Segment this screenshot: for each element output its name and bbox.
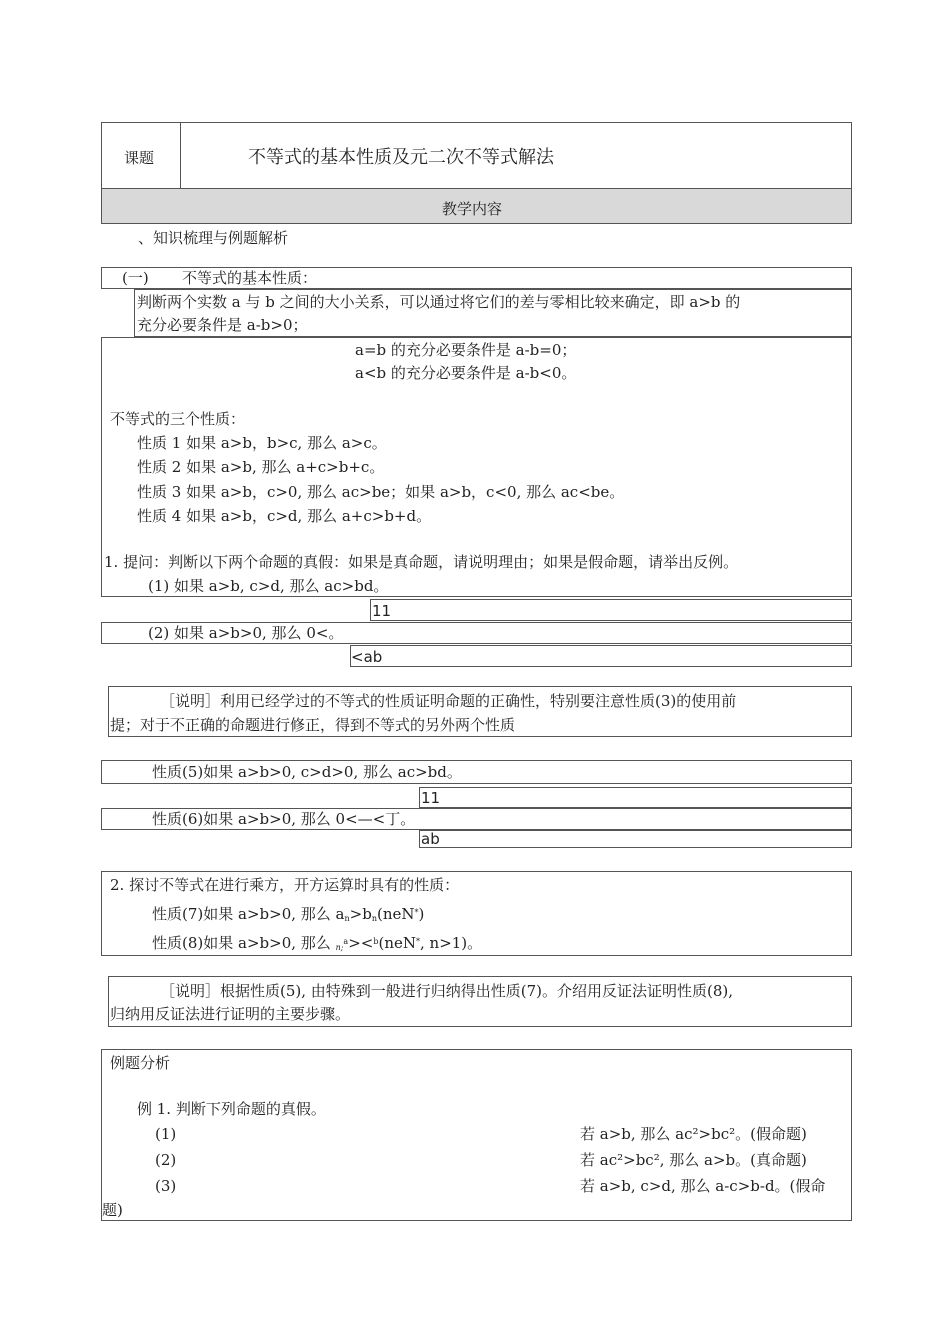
property-7-text-b: >b <box>349 905 372 923</box>
property-7-text-d: ) <box>418 905 425 923</box>
note-1-line-1: ［说明］利用已经学过的不等式的性质证明命题的正确性，特别要注意性质(3)的使用前 <box>160 692 737 710</box>
property-5: 性质(5)如果 a>b>0, c>d>0, 那么 ac>bd。 <box>152 763 462 781</box>
property-7-star: * <box>414 908 419 917</box>
example-item-2-num: (2) <box>155 1151 177 1169</box>
equal-condition: a=b 的充分必要条件是 a-b=0； <box>355 341 577 359</box>
section-title: 教学内容 <box>442 200 503 218</box>
property-8-sup-b: b <box>373 937 379 946</box>
definition-line-1: 判断两个实数 a 与 b 之间的大小关系，可以通过将它们的差与零相比较来确定，即 a>b 的 <box>137 293 741 311</box>
property-7-sub-1: n <box>344 914 350 923</box>
property-4: 性质 4 如果 a>b，c>d, 那么 a+c>b+d。 <box>137 507 432 525</box>
fraction-ab-a: <ab <box>351 648 383 666</box>
note-1-line-2: 提；对于不正确的命题进行修正，得到不等式的另外两个性质 <box>110 716 516 734</box>
property-3: 性质 3 如果 a>b，c>0, 那么 ac>be；如果 a>b，c<0, 那么 ac<be。 <box>137 483 625 501</box>
example-item-1-num: (1) <box>155 1125 177 1143</box>
part2-heading: 2. 探讨不等式在进行乘方，开方运算时具有的性质： <box>110 876 460 894</box>
page-title: 不等式的基本性质及元二次不等式解法 <box>248 147 554 168</box>
part1-heading-num: (一) <box>122 269 149 287</box>
property-8-radicand: a <box>343 937 349 946</box>
example-1: 例 1. 判断下列命题的真假。 <box>137 1100 326 1118</box>
header-divider-vertical <box>180 122 181 189</box>
fraction-ab-b: ab <box>421 830 440 848</box>
header-label: 课题 <box>124 149 155 167</box>
properties-heading: 不等式的三个性质： <box>110 410 246 428</box>
intro-heading: 、知识梳理与例题解析 <box>138 229 289 247</box>
question-1: 1. 提问：判断以下两个命题的真假：如果是真命题，请说明理由；如果是假命题，请举出反例。 <box>104 553 739 571</box>
example-item-3-num: (3) <box>155 1177 177 1195</box>
property-8-text-b: > <box>348 934 361 952</box>
part1-heading: 不等式的基本性质： <box>182 269 318 287</box>
example-item-2-text: 若 ac²>bc², 那么 a>b。(真命题) <box>580 1151 807 1169</box>
property-8-text-a: 性质(8)如果 a>b>0, 那么 <box>152 934 331 952</box>
radical-sign-icon: < <box>360 934 374 952</box>
question-1a: (1) 如果 a>b, c>d, 那么 ac>bd。 <box>148 577 389 595</box>
fraction-box-11a <box>370 599 852 621</box>
property-7-text-c: (neN <box>376 905 415 923</box>
fraction-11a: 11 <box>372 602 392 620</box>
fraction-box-ab-b <box>419 830 852 848</box>
property-1: 性质 1 如果 a>b，b>c, 那么 a>c。 <box>137 434 387 452</box>
fraction-11b: 11 <box>421 789 441 807</box>
definition-line-2: 充分必要条件是 a-b>0； <box>137 316 308 334</box>
property-7-sub-2: n <box>371 914 377 923</box>
property-8-star: * <box>416 937 420 946</box>
property-8-root-index: n; <box>335 943 344 952</box>
example-item-1-text: 若 a>b, 那么 ac²>bc²。(假命题) <box>580 1125 807 1143</box>
fraction-box-11b <box>419 787 852 808</box>
examples-heading: 例题分析 <box>110 1054 171 1072</box>
note-2-line-1: ［说明］根据性质(5), 由特殊到一般进行归纳得出性质(7)。介绍用反证法证明性质(8), <box>160 982 734 1000</box>
property-8-text-c: (neN <box>378 934 416 952</box>
property-2: 性质 2 如果 a>b, 那么 a+c>b+c。 <box>137 458 385 476</box>
property-8 <box>152 932 482 958</box>
note-2-line-2: 归纳用反证法进行证明的主要步骤。 <box>110 1005 351 1023</box>
example-item-3-text: 若 a>b, c>d, 那么 a-c>b-d。(假命 <box>580 1177 826 1195</box>
fraction-box-ab-a <box>350 645 852 667</box>
example-item-3-wrap: 题) <box>102 1201 123 1219</box>
property-7-text-a: 性质(7)如果 a>b>0, 那么 a <box>152 905 345 923</box>
property-6: 性质(6)如果 a>b>0, 那么 0<—<丁。 <box>152 810 416 828</box>
property-8-text-d: , n>1)。 <box>420 934 483 952</box>
question-1b: (2) 如果 a>b>0, 那么 0<。 <box>148 624 344 642</box>
property-7 <box>152 903 424 929</box>
less-condition: a<b 的充分必要条件是 a-b<0。 <box>355 364 577 382</box>
